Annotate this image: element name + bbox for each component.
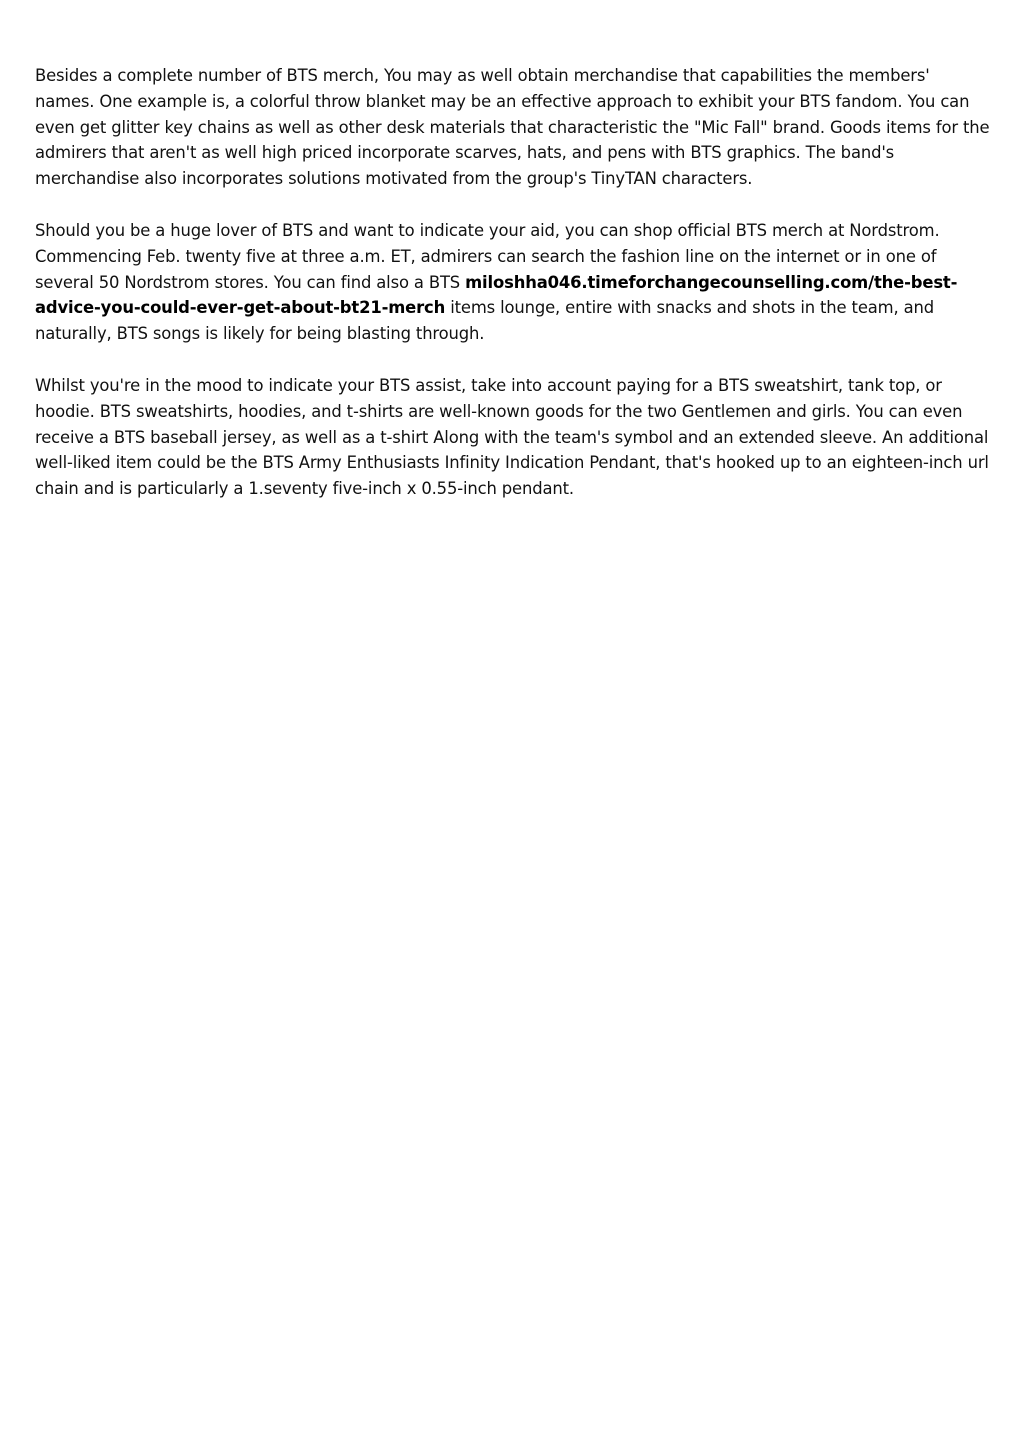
paragraph-merch-overview: Besides a complete number of BTS merch, You may as well obtain merchandise that capabilities the members' names. One example is, a colorful throw blanket may be an effective approach to exhibit your BTS fandom. You can even get glitter key chains as well as other desk materials that characteristic the "Mic Fall" brand. Goods items for the admirers that aren't as well high priced incorporate scarves, hats, and pens with BTS graphics. The band's merchandise also incorporates solutions motivated from the group's TinyTAN characters. (35, 66, 990, 189)
paragraph-nordstrom-text-after: items lounge, entire with snacks and shots in the team, and naturally, BTS songs is likely for being blasting through. (35, 298, 934, 344)
paragraph-nordstrom-text-before: Should you be a huge lover of BTS and want to indicate your aid, you can shop official BTS merch at Nordstrom. Commencing Feb. twenty five at three a.m. ET, admirers can search the fashion line on the internet or in one of several 50 Nordstrom stores. You can find also a BTS (35, 220, 940, 292)
merch-article-link[interactable]: miloshha046.timeforchangecounselling.com/the-best-advice-you-could-ever-get-about-bt21-merch (35, 272, 958, 318)
document-body (35, 63, 990, 528)
paragraph-apparel: Whilst you're in the mood to indicate your BTS assist, take into account paying for a BTS sweatshirt, tank top, or hoodie. BTS sweatshirts, hoodies, and t-shirts are well-known goods for the two Gentlemen and girls. You can even receive a BTS baseball jersey, as well as a t-shirt Along with the team's symbol and an extended sleeve. An additional well-liked item could be the BTS Army Enthusiasts Infinity Indication Pendant, that's hooked up to an eighteen-inch url chain and is particularly a 1.seventy five-inch x 0.55-inch pendant. (35, 375, 989, 499)
paragraph-nordstrom (35, 218, 990, 347)
